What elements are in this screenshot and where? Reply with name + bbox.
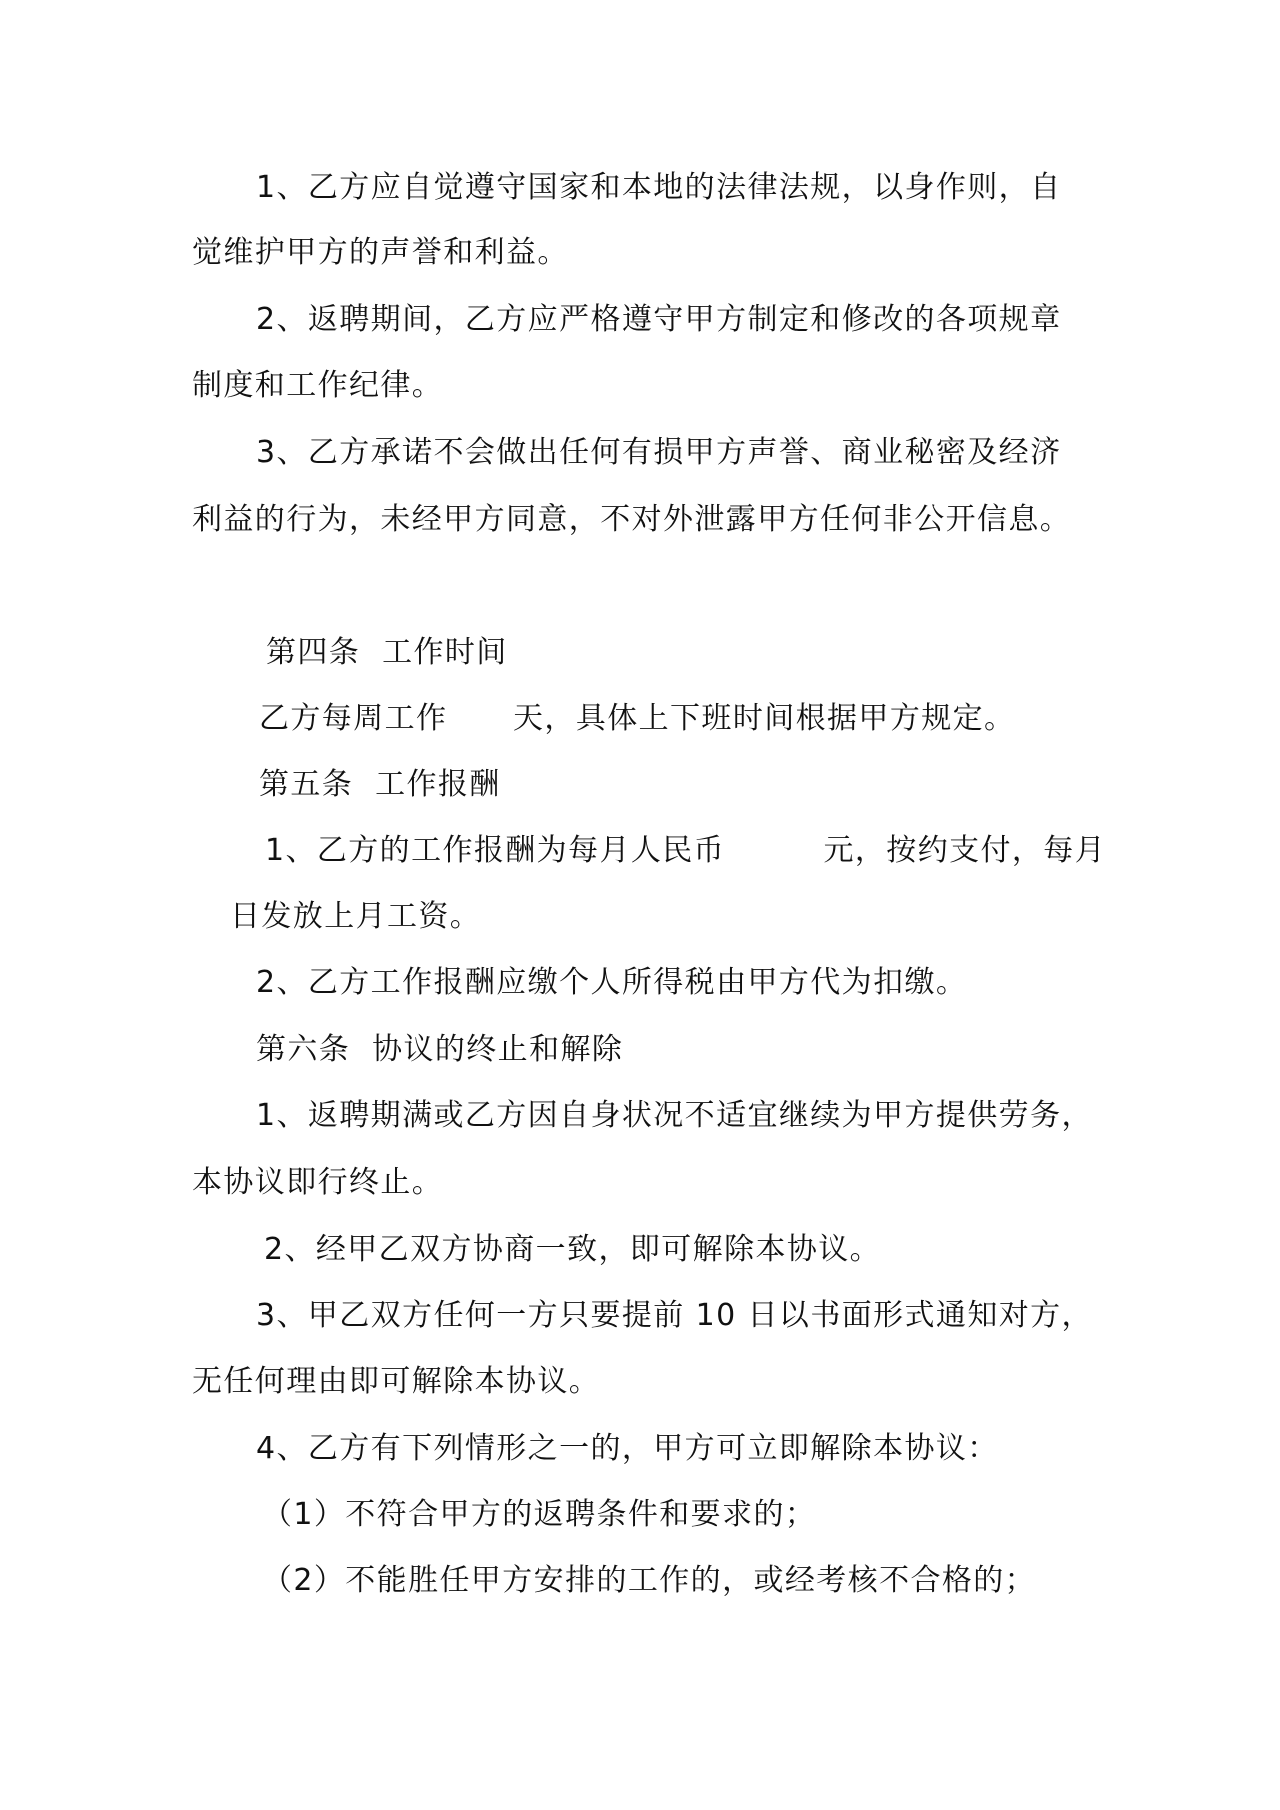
clause-6-item-3-line-1: 3、甲乙双方任何一方只要提前 10 日以书面形式通知对方， — [256, 1298, 1093, 1333]
clause-4-heading: 第四条 工作时间 — [266, 635, 508, 670]
clause-3-item-2-line-1: 2、返聘期间，乙方应严格遵守甲方制定和修改的各项规章 — [256, 302, 1062, 337]
clause-3-item-1-line-2: 觉维护甲方的声誉和利益。 — [192, 235, 569, 270]
clause-3-item-3-line-2: 利益的行为，未经甲方同意，不对外泄露甲方任何非公开信息。 — [192, 502, 1072, 537]
clause-6-item-2: 2、经甲乙双方协商一致，即可解除本协议。 — [264, 1232, 882, 1267]
clause-3-item-1-line-1: 1、乙方应自觉遵守国家和本地的法律法规，以身作则，自 — [256, 170, 1062, 205]
clause-4-body: 乙方每周工作 天，具体上下班时间根据甲方规定。 — [259, 701, 1016, 736]
clause-6-item-1-line-1: 1、返聘期满或乙方因自身状况不适宜继续为甲方提供劳务， — [256, 1098, 1093, 1133]
clause-6-item-1-line-2: 本协议即行终止。 — [192, 1165, 444, 1200]
clause-6-item-4-sub-1: （1）不符合甲方的返聘条件和要求的； — [262, 1497, 817, 1532]
clause-5-item-1-line-2: 日发放上月工资。 — [230, 899, 482, 934]
clause-5-heading: 第五条 工作报酬 — [259, 767, 501, 802]
clause-5-item-2: 2、乙方工作报酬应缴个人所得税由甲方代为扣缴。 — [256, 965, 968, 1000]
clause-3-item-2-line-2: 制度和工作纪律。 — [192, 368, 444, 403]
clause-3-item-3-line-1: 3、乙方承诺不会做出任何有损甲方声誉、商业秘密及经济 — [256, 435, 1062, 470]
clause-6-item-3-line-2: 无任何理由即可解除本协议。 — [192, 1364, 601, 1399]
clause-6-item-4: 4、乙方有下列情形之一的，甲方可立即解除本协议： — [256, 1431, 999, 1466]
clause-6-heading: 第六条 协议的终止和解除 — [256, 1032, 624, 1067]
clause-5-item-1-line-1: 1、乙方的工作报酬为每月人民币 元，按约支付，每月 — [265, 833, 1107, 868]
clause-6-item-4-sub-2: （2）不能胜任甲方安排的工作的，或经考核不合格的； — [262, 1563, 1037, 1598]
